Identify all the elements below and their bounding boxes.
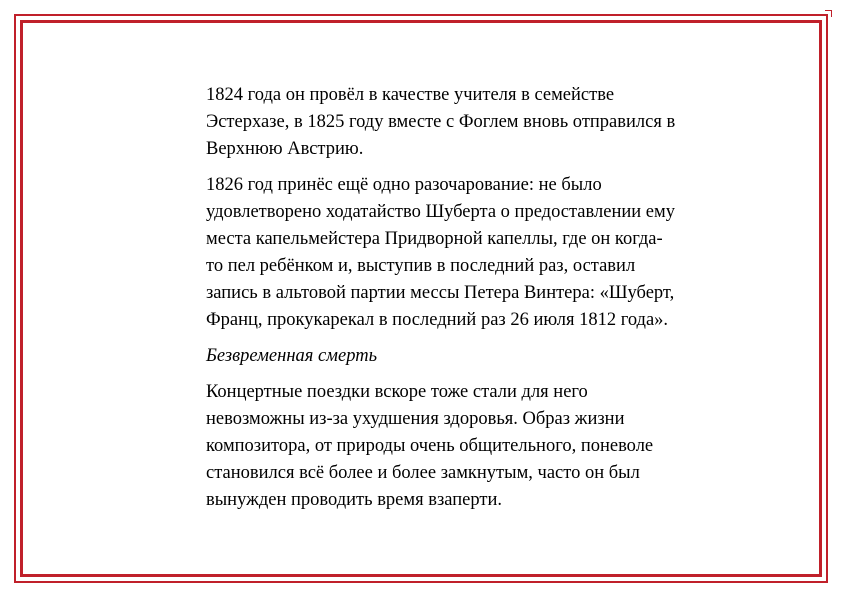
paragraph-3 xyxy=(206,379,726,514)
paragraph-1 xyxy=(206,82,726,163)
paragraph-line: запись в альтовой партии мессы Петера Винтера: «Шуберт, xyxy=(206,283,675,303)
paragraph-line: Концертные поездки вскоре тоже стали для него xyxy=(206,382,588,402)
paragraph-line: становился всё более и более замкнутым, часто он был xyxy=(206,463,640,483)
paragraph-line: Верхнюю Австрию. xyxy=(206,139,364,159)
paragraph-line: то пел ребёнком и, выступив в последний раз, оставил xyxy=(206,256,636,276)
paragraph-line: удовлетворено ходатайство Шуберта о предоставлении ему xyxy=(206,202,675,222)
document-body xyxy=(206,82,726,523)
paragraph-line: композитора, от природы очень общительного, поневоле xyxy=(206,436,654,456)
paragraph-line: Франц, прокукарекал в последний раз 26 июля 1812 года». xyxy=(206,310,669,330)
section-subheading: Безвременная смерть xyxy=(206,346,377,366)
paragraph-2 xyxy=(206,172,726,334)
paragraph-line: вынужден проводить время взаперти. xyxy=(206,490,502,510)
paragraph-line: 1826 год принёс ещё одно разочарование: не было xyxy=(206,175,602,195)
frame-corner-accent xyxy=(825,10,832,17)
paragraph-line: места капельмейстера Придворной капеллы, где он когда- xyxy=(206,229,663,249)
paragraph-line: 1824 года он провёл в качестве учителя в семействе xyxy=(206,85,615,105)
paragraph-line: невозможны из-за ухудшения здоровья. Образ жизни xyxy=(206,409,625,429)
paragraph-line: Эстерхазе, в 1825 году вместе с Фоглем вновь отправился в xyxy=(206,112,676,132)
